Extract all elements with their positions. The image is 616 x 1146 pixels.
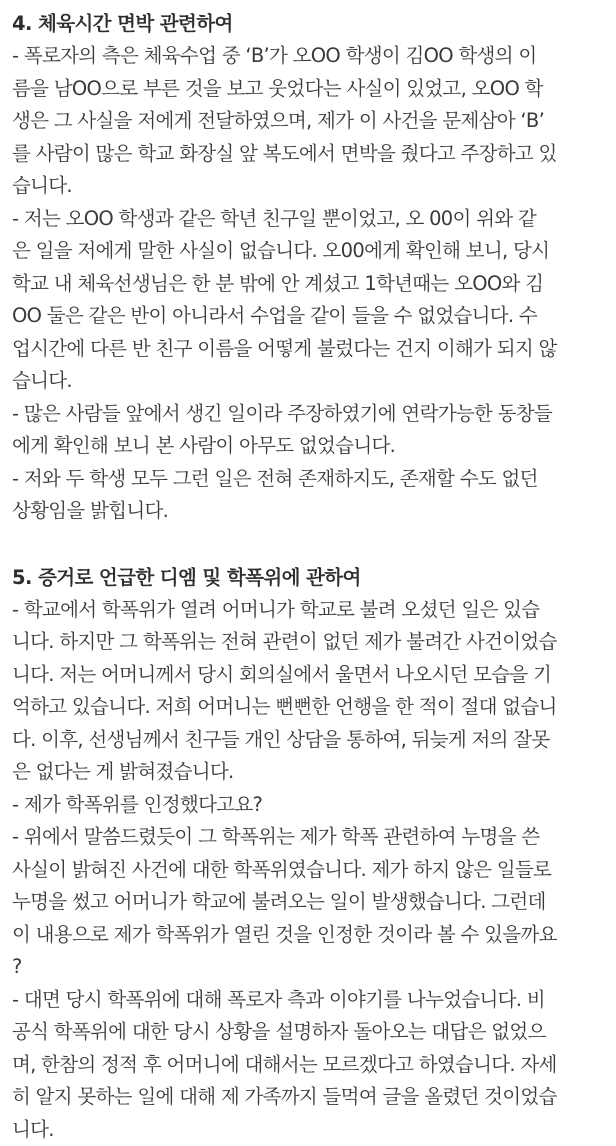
text-line: - 폭로자의 측은 체육수업 중 ‘B’가 오OO 학생이 김OO 학생의 이 [12,40,606,73]
section-heading: 4. 체육시간 면박 관련하여 [12,8,606,40]
text-line: 습니다. [12,170,606,203]
text-line: - 저와 두 학생 모두 그런 일은 전혀 존재하지도, 존재할 수도 없던 [12,463,606,496]
text-line: 상황임을 밝힙니다. [12,495,606,528]
section-evidence-dm [12,562,606,1146]
text-line: 공식 학폭위에 대한 당시 상황을 설명하자 돌아오는 대답은 없었으 [12,1016,606,1049]
text-line: ? [12,951,606,984]
text-line: - 대면 당시 학폭위에 대해 폭로자 측과 이야기를 나누었습니다. 비 [12,984,606,1017]
text-line: 습니다. [12,365,606,398]
text-line: - 위에서 말씀드렸듯이 그 학폭위는 제가 학폭 관련하여 누명을 쓴 [12,821,606,854]
text-line: 업시간에 다른 반 친구 이름을 어떻게 불렀다는 건지 이해가 되지 않 [12,333,606,366]
text-line: 누명을 썼고 어머니가 학교에 불려오는 일이 발생했습니다. 그런데 [12,886,606,919]
text-line: 니다. 하지만 그 학폭위는 전혀 관련이 없던 제가 불려간 사건이었습 [12,626,606,659]
text-line: 다. 이후, 선생님께서 친구들 개인 상담을 통하여, 뒤늦게 저의 잘못 [12,724,606,757]
text-line: 사실이 밝혀진 사건에 대한 학폭위였습니다. 제가 하지 않은 일들로 [12,854,606,887]
text-line: 생은 그 사실을 저에게 전달하였으며, 제가 이 사건을 문제삼아 ‘B’ [12,105,606,138]
text-line: 은 없다는 게 밝혀졌습니다. [12,756,606,789]
text-line: 니다. [12,1114,606,1146]
text-line: 히 알지 못하는 일에 대해 제 가족까지 들먹여 글을 올렸던 것이었습 [12,1081,606,1114]
text-line: 억하고 있습니다. 저희 어머니는 뻔뻔한 언행을 한 적이 절대 없습니 [12,691,606,724]
text-line: 며, 한참의 정적 후 어머니에 대해서는 모르겠다고 하였습니다. 자세 [12,1049,606,1082]
text-line: 이 내용으로 제가 학폭위가 열린 것을 인정한 것이라 볼 수 있을까요 [12,919,606,952]
text-line: 를 사람이 많은 학교 화장실 앞 복도에서 면박을 줬다고 주장하고 있 [12,138,606,171]
section-heading: 5. 증거로 언급한 디엠 및 학폭위에 관하여 [12,562,606,594]
section-body [12,594,606,1146]
text-line: 학교 내 체육선생님은 한 분 밖에 안 계셨고 1학년때는 오OO와 김 [12,268,606,301]
text-line: - 저는 오OO 학생과 같은 학년 친구일 뿐이었고, 오 00이 위와 같 [12,203,606,236]
text-line: 름을 남OO으로 부른 것을 보고 웃었다는 사실이 있었고, 오OO 학 [12,73,606,106]
text-line: 에게 확인해 보니 본 사람이 아무도 없었습니다. [12,430,606,463]
text-line: - 학교에서 학폭위가 열려 어머니가 학교로 불려 오셨던 일은 있습 [12,594,606,627]
section-body [12,40,606,528]
text-line: 은 일을 저에게 말한 사실이 없습니다. 오00에게 확인해 보니, 당시 [12,235,606,268]
text-line: - 제가 학폭위를 인정했다고요? [12,789,606,822]
text-line: OO 둘은 같은 반이 아니라서 수업을 같이 들을 수 없었습니다. 수 [12,300,606,333]
section-gym-class [12,8,606,528]
text-line: - 많은 사람들 앞에서 생긴 일이라 주장하였기에 연락가능한 동창들 [12,398,606,431]
text-line: 니다. 저는 어머니께서 당시 회의실에서 울면서 나오시던 모습을 기 [12,659,606,692]
